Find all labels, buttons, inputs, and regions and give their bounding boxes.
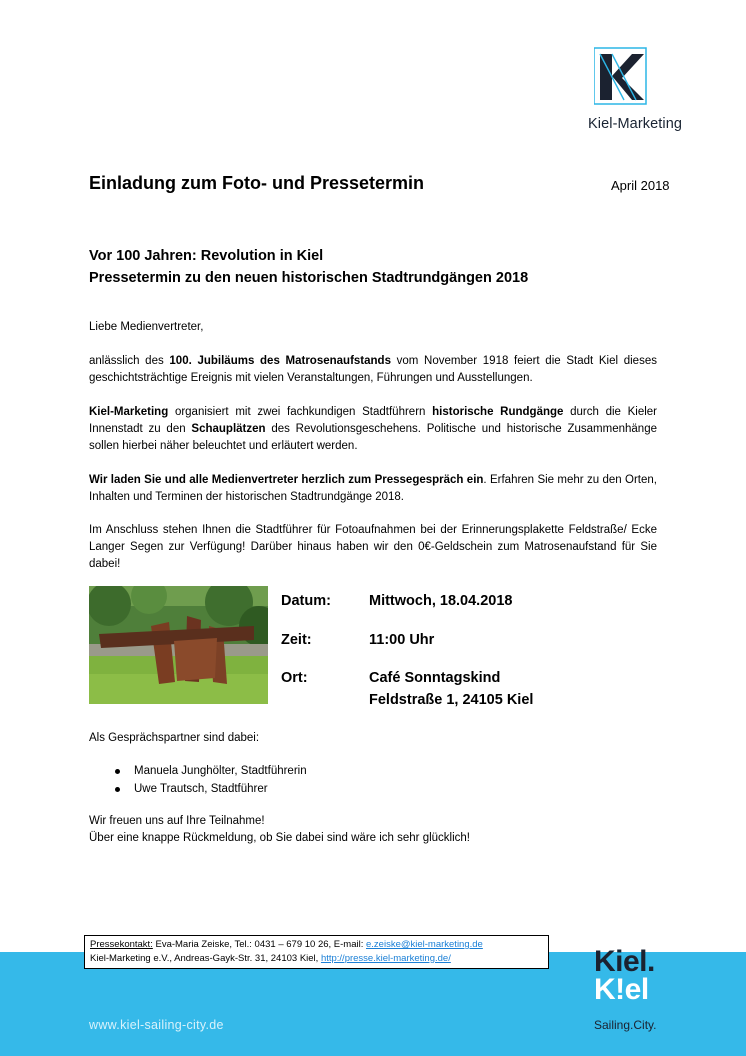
- subtitle-line-1: Vor 100 Jahren: Revolution in Kiel: [89, 248, 324, 264]
- place-address: Feldstraße 1, 24105 Kiel: [369, 692, 534, 708]
- subtitle-line-2: Pressetermin zu den neuen historischen Stadtrundgängen 2018: [89, 270, 529, 286]
- partners-list: [108, 762, 307, 798]
- k-logo-icon: [594, 46, 654, 106]
- kiel-marketing-logo: [588, 46, 684, 136]
- page-title: Einladung zum Foto- und Pressetermin: [89, 173, 425, 193]
- footer-tagline: Sailing.City.: [594, 1018, 657, 1032]
- contact-email-link[interactable]: e.zeiske@kiel-marketing.de: [366, 939, 483, 950]
- place-label: Ort:: [281, 670, 308, 686]
- list-item: Uwe Trautsch, Stadtführer: [108, 780, 307, 798]
- sculpture-photo: [89, 586, 268, 704]
- paragraph-4: Im Anschluss stehen Ihnen die Stadtführer für Fotoaufnahmen bei der Erinnerungsplakette Feldstraße/ Ecke Langer Segen zur Verfügung! Darüber hinaus haben wir den 0€-Geldschein zum Matrosenaufstand für Sie dabei!: [89, 524, 657, 570]
- time-label: Zeit:: [281, 632, 312, 648]
- place-name: Café Sonntagskind: [369, 670, 501, 686]
- greeting: Liebe Medienvertreter,: [89, 321, 204, 333]
- paragraph-1: anlässlich des 100. Jubiläums des Matrosenaufstands vom November 1918 feiert die Stadt Kiel dieses geschichtsträchtige Ereignis mit vielen Veranstaltungen, Führungen und Ausstellungen.: [89, 355, 657, 384]
- date-value: Mittwoch, 18.04.2018: [369, 593, 513, 609]
- place-value: [369, 667, 533, 711]
- subtitle: [89, 245, 689, 289]
- kiel-logo-word: Kiel.: [594, 945, 655, 978]
- document-date: April 2018: [611, 178, 670, 193]
- closing: [89, 813, 657, 847]
- date-label: Datum:: [281, 593, 331, 609]
- time-value: 11:00 Uhr: [369, 632, 435, 648]
- footer-website[interactable]: www.kiel-sailing-city.de: [89, 1018, 224, 1032]
- paragraph-2: Kiel-Marketing organisiert mit zwei fachkundigen Stadtführern historische Rundgänge durch die Kieler Innenstadt zu den Schauplätzen des Revolutionsgeschehens. Politische und historische Zusammenhänge sollen hierbei näher beleuchtet und erläutert werden.: [89, 406, 658, 452]
- list-item: Manuela Junghölter, Stadtführerin: [108, 762, 307, 780]
- press-contact-box: Pressekontakt: Eva-Maria Zeiske, Tel.: 0431 – 679 10 26, E-mail: e.zeiske@kiel-marketing.de Kiel-Marketing e.V., Andreas-Gayk-Str. 31, 24103 Kiel, http://presse.kiel-marketing.de/: [84, 935, 549, 969]
- paragraph-3: Wir laden Sie und alle Medienvertreter herzlich zum Pressegespräch ein. Erfahren Sie mehr zu den Orten, Inhalten und Terminen der historischen Stadtrundgänge 2018.: [89, 474, 657, 503]
- brand-name: Kiel-Marketing: [588, 116, 683, 132]
- partners-intro: Als Gesprächspartner sind dabei:: [89, 732, 260, 744]
- kiel-logo-mirror: K!el: [594, 973, 649, 1006]
- press-url-link[interactable]: http://presse.kiel-marketing.de/: [320, 953, 451, 964]
- contact-label: Pressekontakt:: [90, 939, 153, 950]
- closing-line-2: Über eine knappe Rückmeldung, ob Sie dabei sind wäre ich sehr glücklich!: [89, 832, 470, 844]
- closing-line-1: Wir freuen uns auf Ihre Teilnahme!: [89, 815, 265, 827]
